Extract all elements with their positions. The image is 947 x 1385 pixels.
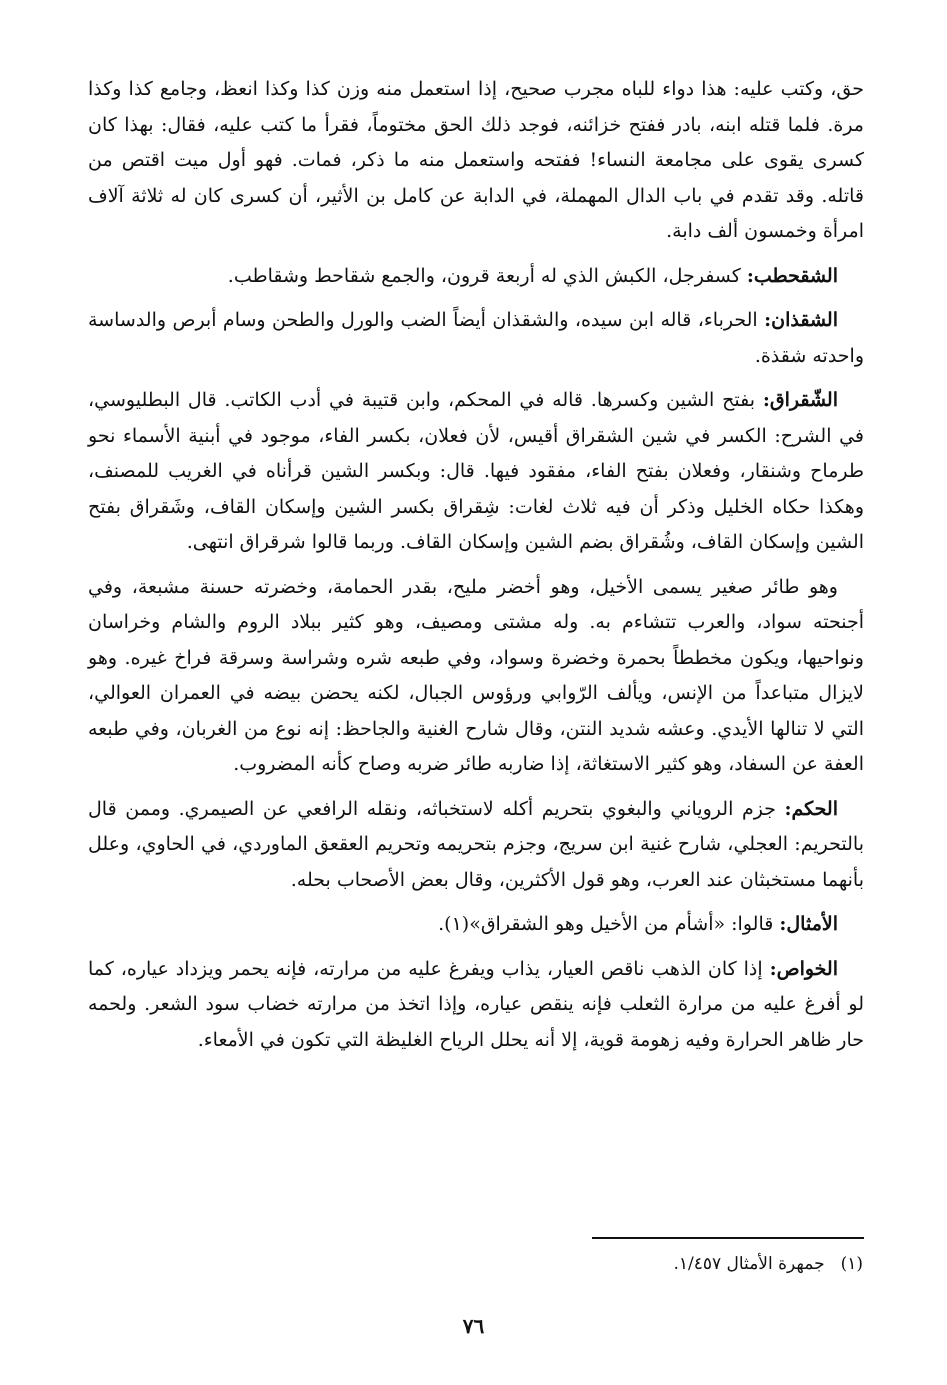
paragraph-continuation: حق، وكتب عليه: هذا دواء للباه مجرب صحيح، إذا استعمل منه وزن كذا وكذا انعظ، وجامع كذا وكذا مرة. فلما قتله ابنه، بادر ففتح خزائنه، فوجد ذلك الحق مختوماً، فقرأ ما كتب عليه، فقال: بهذا كان كسرى يقوى على مجامعة النساء! ففتحه واستعمل منه ما ذكر، فمات. فهو أول ميت اقتص من قاتله. وقد تقدم في باب الدال المهملة، في الدابة عن كامل بن الأثير، أن كسرى كان له ثلاثة آلاف امرأة وخمسون ألف دابة. bbox=[88, 78, 864, 242]
entry-term: الخواص: bbox=[769, 957, 838, 980]
properties-paragraph: الخواص: إذا كان الذهب ناقص العيار، يذاب ويفرغ عليه من مرارته، فإنه يحمر ويزداد عياره، كما لو أفرغ عليه من مرارة الثعلب فإنه ينقص عياره، وإذا اتخذ من مرارته خضاب سود الشعر. ولحمه حار ظاهر الحرارة وفيه زهومة قوية، إلا أنه يحلل الرياح الغليظة التي تكون في الأمعاء. bbox=[88, 957, 864, 1051]
page-number: ٧٦ bbox=[462, 1314, 485, 1338]
ruling-paragraph: الحكم: جزم الروياني والبغوي بتحريم أكله لاستخباثه، ونقله الرافعي عن الصيمري. وممن قال بالتحريم: العجلي، شارح غنية ابن سريج، وجزم بتحريمه وتحريم العقعق الماوردي، في الحاوي، وعلل بأنهما مستخبثان عند العرب، وهو قول الأكثرين، وقال بعض الأصحاب بحله. bbox=[88, 797, 864, 891]
footnote-divider bbox=[592, 1237, 864, 1239]
footnote-text: جمهرة الأمثال ١/٤٥٧. bbox=[673, 1254, 825, 1274]
description-paragraph: وهو طائر صغير يسمى الأخيل، وهو أخضر مليح، بقدر الحمامة، وخضرته حسنة مشبعة، وفي أجنحته سواد، والعرب تتشاءم به. وله مشتى ومصيف، وهو كثير ببلاد الروم والشام وخراسان ونواحيها، ويكون مخططاً بحمرة وخضرة وسواد، وفي طبعه شره وشراسة وسرقة فراخ غيره. وهو لايزال متباعداً من الإنس، ويألف الرّوابي ورؤوس الجبال، لكنه يحضن بيضه في العمران العوالي، التي لا تنالها الأيدي. وعشه شديد النتن، وقال شارح الغنية والجاحظ: إنه نوع من الغربان، وفي طبعه العفة عن السفاد، وهو كثير الاستغاثة، إذا ضاربه طائر ضربه وصاح كأنه المضروب. bbox=[88, 575, 864, 775]
entry-term: الشقحطب: bbox=[746, 264, 838, 287]
entry-term: الشّقراق: bbox=[762, 389, 838, 411]
entry-shiqraq: الشّقراق: بفتح الشين وكسرها. قاله في المحكم، وابن قتيبة في أدب الكاتب. قال البطليوسي، في الشرح: الكسر في شين الشقراق أقيس، لأن فعلان، بكسر الفاء، موجود في أبنية الأسماء نحو طرماح وشنقار، وفعلان بفتح الفاء، مفقود فيها. قال: وبكسر الشين قرأناه في الغريب للمصنف، وهكذا حكاه الخليل وذكر أن فيه ثلاث لغات: شِقراق بكسر الشين وإسكان القاف، وشَقراق بفتح الشين وإسكان القاف، وشُقراق بضم الشين وإسكان القاف. وربما قالوا شرقراق انتهى. bbox=[88, 389, 864, 553]
entry-term: الأمثال: bbox=[779, 913, 838, 935]
entry-shaqhatab: الشقحطب: كسفرجل، الكبش الذي له أربعة قرون، والجمع شقاحط وشقاطب. bbox=[227, 264, 838, 287]
footnote-number: (١) bbox=[840, 1254, 863, 1274]
entry-term: الحكم: bbox=[784, 797, 838, 820]
page-body bbox=[88, 72, 864, 1067]
proverbs-paragraph: الأمثال: قالوا: «أشأم من الأخيل وهو الشقراق»(١). bbox=[438, 913, 838, 935]
entry-term: الشقذان: bbox=[764, 309, 838, 331]
entry-shaqdhan: الشقذان: الحرباء، قاله ابن سيده، والشقذان أيضاً الضب والورل والطحن وسام أبرص والدساسة واحدته شقذة. bbox=[88, 309, 864, 367]
footnote bbox=[673, 1250, 863, 1278]
